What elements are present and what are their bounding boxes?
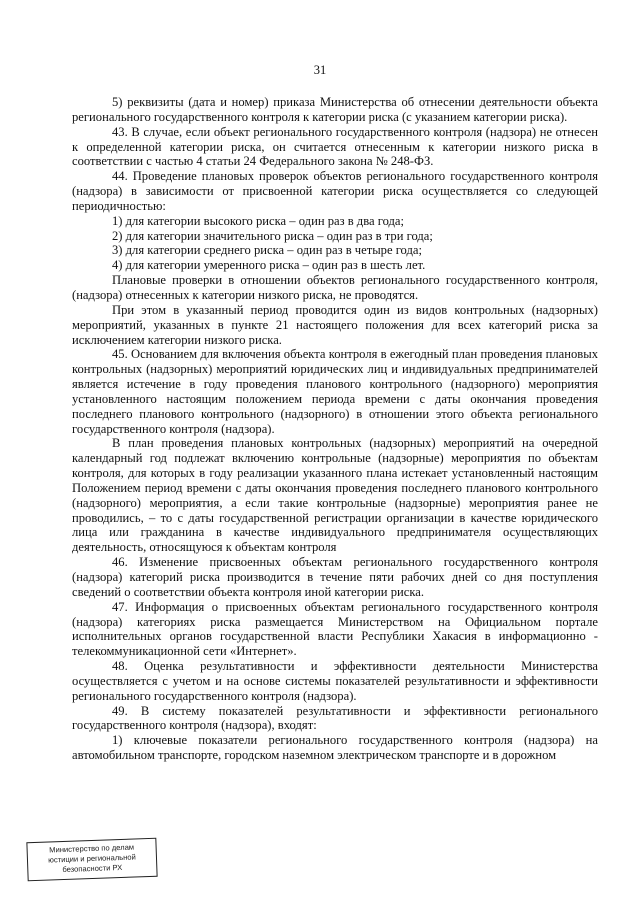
stamp-line-3: безопасности РХ — [62, 862, 123, 875]
ministry-stamp — [26, 838, 157, 882]
paragraph-48: 48. Оценка результативности и эффективности деятельности Министерства осуществляется с учетом и на основе системы показателей результативности и эффективности регионального государственного контроля (надзора). — [72, 659, 598, 703]
paragraph-control-measures: При этом в указанный период проводится один из видов контрольных (надзорных) мероприятий, указанных в пункте 21 настоящего положения для всех категорий риска за исключением категории низкого риска. — [72, 302, 598, 347]
paragraph-annual-plan: В план проведения плановых контрольных (надзорных) мероприятий на очередной календарный год подлежат включению контрольные (надзорные) мероприятия по объектам контроля, для которых в году реализации указанного плана истекает установленный настоящим Положением период времени с даты окончания проведения последнего планового контрольного (надзорного) мероприятия, а если такие контрольные (надзорные) мероприятия ранее не проводились, – то с даты государственной регистрации организации в качестве юридического лица или гражданина в качестве индивидуального предпринимателя осуществляющих деятельность, относящуюся к объектам контроля — [72, 436, 598, 555]
paragraph-49-item-1: 1) ключевые показатели регионального государственного контроля (надзора) на автомобильном транспорте, городском наземном электрическом транспорте и в дорожном — [72, 733, 598, 763]
list-item-significant-risk: 2) для категории значительного риска – один раз в три года; — [112, 228, 433, 243]
document-body — [72, 95, 598, 763]
stamp-line-2: юстиции и региональной — [48, 852, 136, 865]
list-item-moderate-risk: 4) для категории умеренного риска – один раз в шесть лет. — [112, 258, 426, 273]
paragraph-46: 46. Изменение присвоенных объектам регионального государственного контроля (надзора) категорий риска производится в течение пяти рабочих дней со дня поступления сведений о соответствии объекта контроля иной категории риска. — [72, 555, 598, 599]
stamp-line-1: Министерство по делам — [49, 842, 135, 855]
paragraph-planned-inspections: Плановые проверки в отношении объектов регионального государственного контроля, (надзора) отнесенных к категории низкого риска, не проводятся. — [72, 273, 598, 302]
page-number: 31 — [313, 63, 327, 77]
paragraph-44: 44. Проведение плановых проверок объектов регионального государственного контроля (надзора) в зависимости от присвоенной категории риска осуществляется со следующей периодичностью: — [72, 169, 598, 213]
list-item-high-risk: 1) для категории высокого риска – один раз в два года; — [112, 213, 405, 228]
list-item-medium-risk: 3) для категории среднего риска – один раз в четыре года; — [112, 243, 422, 258]
paragraph-43: 43. В случае, если объект регионального государственного контроля (надзора) не отнесен к определенной категории риска, он считается отнесенным к категории низкого риска в соответствии с частью 4 статьи 24 Федерального закона № 248-ФЗ. — [72, 124, 598, 169]
paragraph-47: 47. Информация о присвоенных объектам регионального государственного контроля (надзора) категориях риска размещается Министерством на Официальном портале исполнительных органов государственной власти Республики Хакасия в информационно - телекоммуникационной сети «Интернет». — [72, 599, 598, 659]
paragraph-49: 49. В систему показателей результативности и эффективности регионального государственного контроля (надзора), входят: — [72, 703, 598, 733]
paragraph-5-requisites: 5) реквизиты (дата и номер) приказа Министерства об отнесении деятельности объекта регионального государственного контроля к категории риска (с указанием категории риска). — [72, 95, 598, 124]
paragraph-45: 45. Основанием для включения объекта контроля в ежегодный план проведения плановых контрольных (надзорных) мероприятий юридических лиц и индивидуальных предпринимателей является истечение в году проведения планового контрольного (надзорного) мероприятия установленного настоящим положением периода времени с даты окончания проведения последнего планового контрольного (надзорного) в отношении этого объекта регионального государственного контроля (надзора). — [72, 347, 598, 436]
